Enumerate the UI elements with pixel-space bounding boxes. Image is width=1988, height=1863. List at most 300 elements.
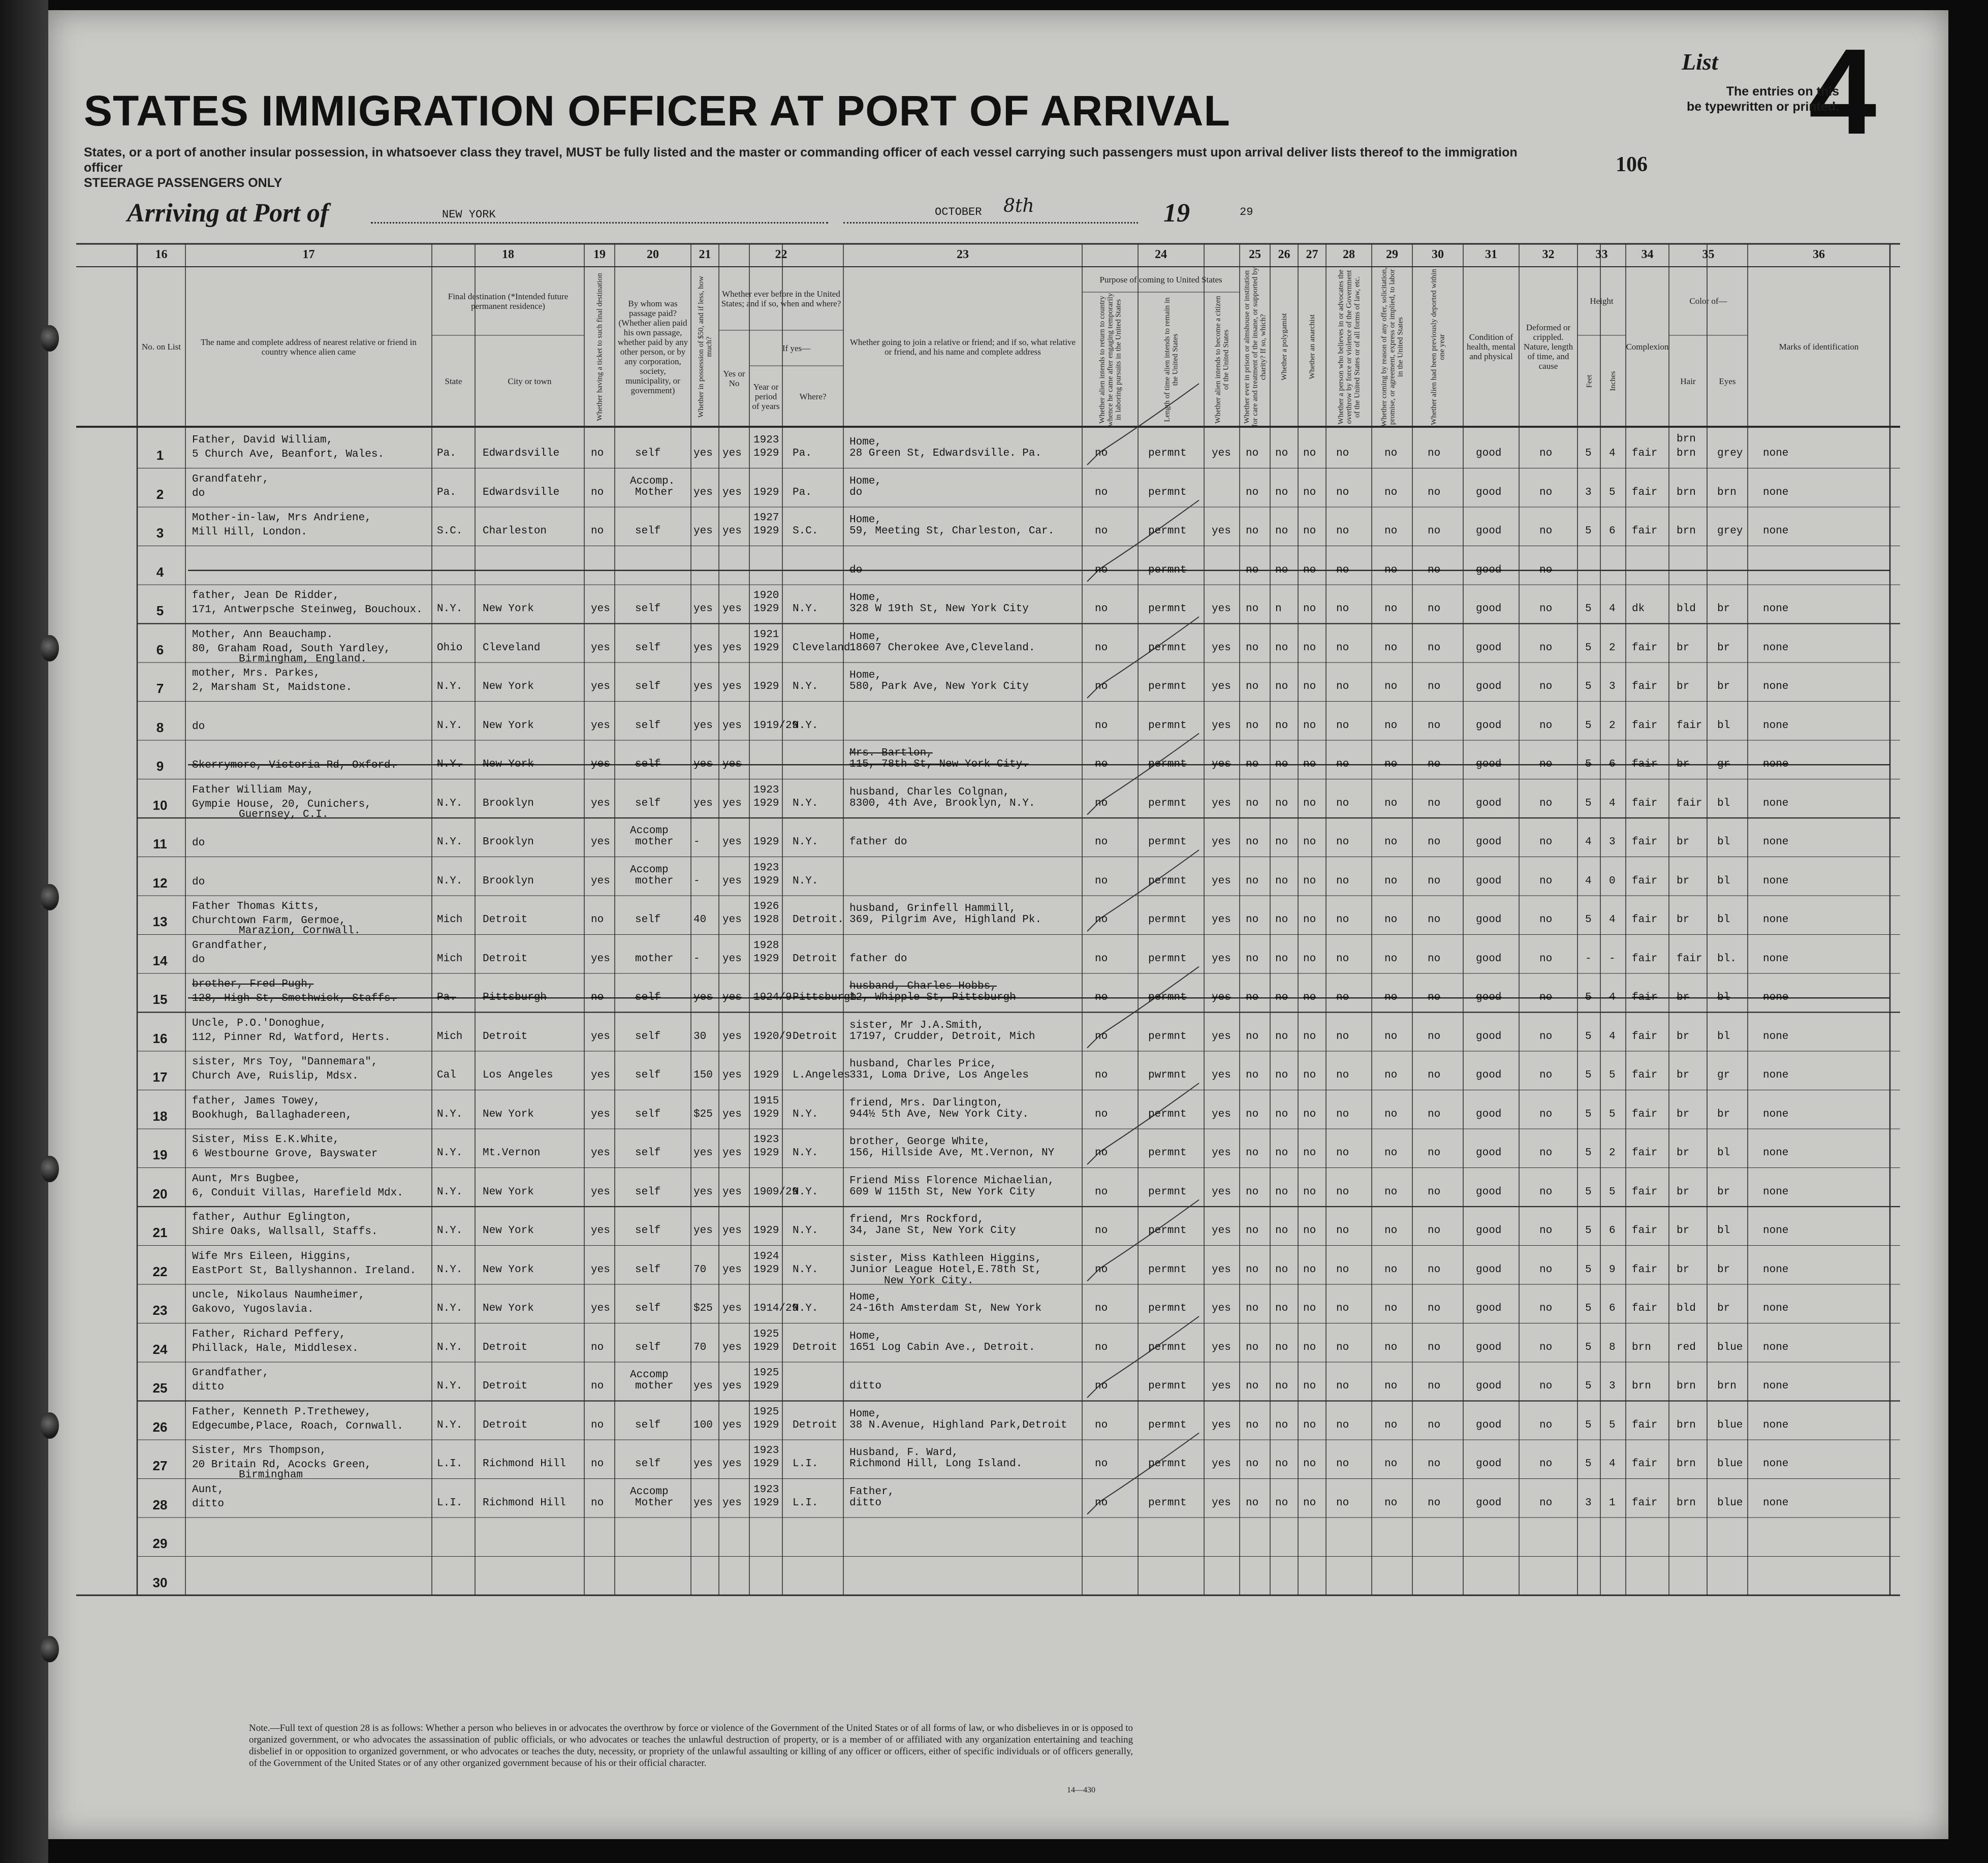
relative-address: 128, High St, Smethwick, Staffs. — [192, 993, 397, 1004]
row-number: 15 — [152, 992, 168, 1007]
join-relation: Home, — [849, 436, 882, 448]
labor-offer: no — [1384, 836, 1398, 848]
return-intent: no — [1095, 1303, 1108, 1315]
overthrow: no — [1336, 1497, 1349, 1509]
deported: no — [1428, 875, 1441, 887]
dest-state: N.Y. — [437, 1380, 463, 1393]
col26-header: Whether a polygamist — [1280, 313, 1288, 381]
col28-header: Whether a person who believes in or advocates the overthrow by force or violence of the Government of the United States or of all forms of law, etc. — [1337, 269, 1361, 424]
health: good — [1476, 603, 1502, 615]
year-last: 1929 — [753, 1458, 779, 1470]
ticket: no — [591, 914, 604, 926]
relative-name: Mother, Ann Beauchamp. — [192, 628, 333, 641]
anarchist: no — [1303, 603, 1316, 615]
labor-offer: no — [1384, 486, 1398, 498]
col16-header: No. on List — [142, 342, 181, 352]
year-first: 1923 — [753, 1483, 779, 1496]
polygamist: no — [1275, 875, 1288, 887]
marks: none — [1763, 797, 1789, 809]
year-last: 1929 — [753, 1419, 779, 1431]
year-last: 1929 — [753, 486, 779, 498]
row-number: 22 — [152, 1264, 168, 1279]
year-first: 1927 — [753, 512, 779, 524]
join-address: do — [849, 486, 863, 498]
height-inches: 3 — [1609, 1380, 1616, 1393]
height-inches: 9 — [1609, 1264, 1616, 1276]
prison: no — [1246, 1458, 1259, 1470]
column-number: 24 — [1155, 248, 1167, 261]
hair: brn — [1677, 1380, 1696, 1393]
return-intent: no — [1095, 914, 1108, 926]
relative-name: father, James Towey, — [192, 1095, 321, 1107]
prison: no — [1246, 1069, 1259, 1082]
prison: no — [1246, 603, 1259, 615]
polygamist: n — [1275, 603, 1282, 615]
eyes: bl — [1717, 1147, 1730, 1159]
relative-name: Sister, Miss E.K.White, — [192, 1134, 339, 1146]
ticket: yes — [591, 1147, 610, 1159]
overthrow: no — [1336, 797, 1349, 809]
overthrow: no — [1336, 1030, 1349, 1043]
where: L.I. — [793, 1497, 818, 1509]
dest-city: Edwardsville — [483, 486, 560, 498]
length-of-stay: permnt — [1148, 1264, 1187, 1276]
dest-city: New York — [483, 1108, 534, 1120]
deported: no — [1428, 836, 1441, 848]
return-intent: no — [1095, 564, 1108, 576]
paid-by: self — [635, 1225, 661, 1237]
complexion: fair — [1632, 1108, 1658, 1120]
return-intent: no — [1095, 719, 1108, 732]
polygamist: no — [1275, 1186, 1288, 1198]
deformed: no — [1539, 1380, 1553, 1393]
marks: none — [1763, 953, 1789, 965]
relative-address: 171, Antwerpsche Steinweg, Bouchoux. — [192, 604, 423, 616]
column-number: 33 — [1595, 248, 1608, 261]
marks: none — [1763, 719, 1789, 732]
polygamist: no — [1275, 448, 1288, 460]
dest-city: Detroit — [483, 914, 528, 926]
health: good — [1476, 914, 1502, 926]
relative-name: Grandfather, — [192, 939, 269, 952]
column-number: 16 — [155, 248, 168, 261]
deformed: no — [1539, 525, 1553, 538]
col30-header: Whether alien had been previously deported within one year — [1430, 268, 1446, 425]
height-feet: 5 — [1585, 1380, 1592, 1393]
polygamist: no — [1275, 1225, 1288, 1237]
ticket: yes — [591, 719, 610, 732]
health: good — [1476, 642, 1502, 654]
ticket: no — [591, 1497, 604, 1509]
join-address: 156, Hillside Ave, Mt.Vernon, NY — [849, 1147, 1055, 1159]
citizen-intent: yes — [1212, 719, 1231, 732]
height-inches: 4 — [1609, 1458, 1616, 1470]
column-number: 23 — [957, 248, 969, 261]
anarchist: no — [1303, 797, 1316, 809]
join-relation: Friend Miss Florence Michaelian, — [849, 1175, 1055, 1187]
join-address: 328 W 19th St, New York City — [849, 603, 1029, 615]
height-feet: 5 — [1585, 1419, 1592, 1431]
hair: fair — [1677, 797, 1702, 809]
money: 70 — [693, 1341, 707, 1353]
length-of-stay: permnt — [1148, 1497, 1187, 1509]
deported: no — [1428, 603, 1441, 615]
where: L.I. — [793, 1458, 818, 1470]
polygamist: no — [1275, 1108, 1288, 1120]
row-number: 9 — [156, 759, 164, 774]
deformed: no — [1539, 1303, 1553, 1315]
hair: br — [1677, 836, 1690, 848]
deformed: no — [1539, 1419, 1553, 1431]
year-first: 1925 — [753, 1367, 779, 1379]
return-intent: no — [1095, 1341, 1108, 1353]
where: N.Y. — [793, 1147, 818, 1159]
height-feet: - — [1585, 953, 1592, 965]
health: good — [1476, 1147, 1502, 1159]
ticket: yes — [591, 681, 610, 693]
ticket: yes — [591, 1069, 610, 1082]
polygamist: no — [1275, 797, 1288, 809]
paid-by: mother — [635, 836, 674, 848]
year-first: 1923 — [753, 862, 779, 874]
binding-edge — [0, 0, 48, 1863]
citizen-intent: yes — [1212, 836, 1231, 848]
join-relation: husband, Charles Colgnan, — [849, 786, 1010, 798]
return-intent: no — [1095, 1186, 1108, 1198]
dest-state: Pa. — [437, 486, 456, 498]
paid-by: self — [635, 1419, 661, 1431]
anarchist: no — [1303, 486, 1316, 498]
column-number: 21 — [699, 248, 711, 261]
join-relation: husband, Charles Price, — [849, 1058, 997, 1070]
paid-by: self — [635, 759, 661, 771]
complexion: fair — [1632, 914, 1658, 926]
join-relation: sister, Mr J.A.Smith, — [849, 1019, 984, 1031]
polygamist: no — [1275, 642, 1288, 654]
year-last: 1929 — [753, 1069, 779, 1082]
citizen-intent: yes — [1212, 1069, 1231, 1082]
deformed: no — [1539, 836, 1553, 848]
marks: none — [1763, 992, 1789, 1004]
paid-by: self — [635, 992, 661, 1004]
join-relation: brother, George White, — [849, 1136, 991, 1148]
labor-offer: no — [1384, 681, 1398, 693]
citizen-intent: yes — [1212, 1108, 1231, 1120]
deformed: no — [1539, 875, 1553, 887]
overthrow: no — [1336, 875, 1349, 887]
length-of-stay: pwrmnt — [1148, 1069, 1187, 1082]
marks: none — [1763, 1030, 1789, 1043]
paid-by: self — [635, 1147, 661, 1159]
length-of-stay: permnt — [1148, 719, 1187, 732]
labor-offer: no — [1384, 1147, 1398, 1159]
polygamist: no — [1275, 1069, 1288, 1082]
height-inches: - — [1609, 953, 1616, 965]
dest-state: N.Y. — [437, 719, 463, 732]
join-address: 331, Loma Drive, Los Angeles — [849, 1069, 1029, 1082]
deported: no — [1428, 797, 1441, 809]
dest-city: New York — [483, 1264, 534, 1276]
paid-by: self — [635, 1186, 661, 1198]
labor-offer: no — [1384, 875, 1398, 887]
height-feet: 5 — [1585, 681, 1592, 693]
health: good — [1476, 1303, 1502, 1315]
height-inches: 4 — [1609, 914, 1616, 926]
col18-header: Final destination (*Intended future permanent residence) — [448, 291, 569, 311]
labor-offer: no — [1384, 1341, 1398, 1353]
relative-name: sister, Mrs Toy, "Dannemara", — [192, 1056, 378, 1068]
money: yes — [693, 992, 713, 1004]
col22-ifyes-header: If yes— — [782, 343, 811, 353]
eyes: grey — [1717, 525, 1743, 538]
hair-note: brn — [1677, 433, 1696, 445]
prison: no — [1246, 1497, 1259, 1509]
year-first: 1923 — [753, 784, 779, 796]
ticket: no — [591, 992, 604, 1004]
length-of-stay: permnt — [1148, 759, 1187, 771]
row-number: 5 — [156, 603, 164, 619]
year-first: 1915 — [753, 1095, 779, 1107]
before-in-us: yes — [722, 759, 742, 771]
health: good — [1476, 759, 1502, 771]
anarchist: no — [1303, 564, 1316, 576]
where: N.Y. — [793, 875, 818, 887]
citizen-intent: yes — [1212, 681, 1231, 693]
length-of-stay: permnt — [1148, 1147, 1187, 1159]
return-intent: no — [1095, 1497, 1108, 1509]
ticket: yes — [591, 1108, 610, 1120]
labor-offer: no — [1384, 1380, 1398, 1393]
deformed: no — [1539, 448, 1553, 460]
relative-address: Mill Hill, London. — [192, 526, 307, 538]
paid-by: self — [635, 603, 661, 615]
where: N.Y. — [793, 681, 818, 693]
prison: no — [1246, 448, 1259, 460]
health: good — [1476, 1497, 1502, 1509]
deformed: no — [1539, 1030, 1553, 1043]
year-first: 1923 — [753, 1445, 779, 1457]
height-feet: 5 — [1585, 1264, 1592, 1276]
prison: no — [1246, 1030, 1259, 1043]
relative-name: brother, Fred Pugh, — [192, 978, 314, 990]
punch-hole — [41, 325, 59, 352]
complexion: fair — [1632, 1186, 1658, 1198]
hair: br — [1677, 681, 1690, 693]
anarchist: no — [1303, 992, 1316, 1004]
overthrow: no — [1336, 642, 1349, 654]
column-number: 34 — [1641, 248, 1654, 261]
row-number: 21 — [152, 1225, 168, 1241]
overthrow: no — [1336, 1225, 1349, 1237]
dest-city: Edwardsville — [483, 448, 560, 460]
join-address: 944½ 5th Ave, New York City. — [849, 1108, 1029, 1120]
marks: none — [1763, 1225, 1789, 1237]
polygamist: no — [1275, 1264, 1288, 1276]
money: 70 — [693, 1264, 707, 1276]
dest-city: New York — [483, 681, 534, 693]
eyes: blue — [1717, 1341, 1743, 1353]
citizen-intent: yes — [1212, 914, 1231, 926]
before-in-us: yes — [722, 1225, 742, 1237]
money: $25 — [693, 1303, 713, 1315]
complexion: fair — [1632, 448, 1658, 460]
citizen-intent: yes — [1212, 1497, 1231, 1509]
complexion: fair — [1632, 1303, 1658, 1315]
deported: no — [1428, 953, 1441, 965]
height-inches: 4 — [1609, 603, 1616, 615]
ticket: yes — [591, 1030, 610, 1043]
prison: no — [1246, 759, 1259, 771]
hair: br — [1677, 914, 1690, 926]
complexion: fair — [1632, 719, 1658, 732]
col35-eyes-header: Eyes — [1719, 376, 1736, 386]
eyes: gr — [1717, 1069, 1730, 1082]
where: N.Y. — [793, 719, 818, 732]
prison: no — [1246, 1419, 1259, 1431]
citizen-intent: yes — [1212, 1303, 1231, 1315]
relative-address: Gakovo, Yugoslavia. — [192, 1304, 314, 1315]
height-feet: 3 — [1585, 486, 1592, 498]
return-intent: no — [1095, 1419, 1108, 1431]
before-in-us: yes — [722, 681, 742, 693]
join-relation: Husband, F. Ward, — [849, 1447, 959, 1459]
dest-state: N.Y. — [437, 1186, 463, 1198]
year-last: 1929 — [753, 681, 779, 693]
height-feet: 4 — [1585, 875, 1592, 887]
deported: no — [1428, 1341, 1441, 1353]
column-number: 30 — [1432, 248, 1444, 261]
relative-address: ditto — [192, 1381, 225, 1393]
row-number: 30 — [152, 1574, 168, 1590]
health: good — [1476, 525, 1502, 538]
dest-state: N.Y. — [437, 797, 463, 809]
deported: no — [1428, 1419, 1441, 1431]
return-intent: no — [1095, 759, 1108, 771]
money: yes — [693, 797, 713, 809]
deported: no — [1428, 759, 1441, 771]
relative-name: Father Thomas Kitts, — [192, 901, 321, 912]
column-number: 25 — [1249, 248, 1261, 261]
entries-note-line-1: The entries on this — [1726, 84, 1839, 99]
labor-offer: no — [1384, 1069, 1398, 1082]
join-relation: Mrs. Bartlon, — [849, 747, 933, 759]
ticket: yes — [591, 1264, 610, 1276]
polygamist: no — [1275, 992, 1288, 1004]
col24-a-header: Whether alien intends to return to country whence he came after engaging temporarily in laboring pursuits in the United States — [1098, 293, 1122, 426]
prison: no — [1246, 1264, 1259, 1276]
citizen-intent: yes — [1212, 1341, 1231, 1353]
before-in-us: yes — [722, 719, 742, 732]
deported: no — [1428, 1264, 1441, 1276]
complexion: fair — [1632, 992, 1658, 1004]
before-in-us: yes — [722, 1341, 742, 1353]
row-number: 19 — [152, 1147, 168, 1163]
overthrow: no — [1336, 448, 1349, 460]
punch-hole — [41, 1156, 59, 1182]
row-number: 11 — [153, 836, 167, 852]
complexion: fair — [1632, 836, 1658, 848]
dest-state: Mich — [437, 914, 463, 926]
deported: no — [1428, 719, 1441, 732]
col33-feet-header: Feet — [1585, 374, 1593, 388]
year-last: 1929 — [753, 1380, 779, 1393]
eyes: br — [1717, 1303, 1730, 1315]
row-number: 12 — [152, 875, 168, 891]
before-in-us: yes — [722, 1108, 742, 1120]
entries-note — [1646, 84, 1839, 114]
labor-offer: no — [1384, 1458, 1398, 1470]
citizen-intent: yes — [1212, 992, 1231, 1004]
polygamist: no — [1275, 1419, 1288, 1431]
polygamist: no — [1275, 1341, 1288, 1353]
marks: none — [1763, 1108, 1789, 1120]
relative-name: Grandfather, — [192, 1367, 269, 1379]
year-last: 1929 — [753, 953, 779, 965]
deported: no — [1428, 681, 1441, 693]
paid-by: self — [635, 914, 661, 926]
length-of-stay: permnt — [1148, 875, 1187, 887]
polygamist: no — [1275, 719, 1288, 732]
overthrow: no — [1336, 1147, 1349, 1159]
citizen-intent: yes — [1212, 797, 1231, 809]
dest-state: N.Y. — [437, 1341, 463, 1353]
column-number: 35 — [1702, 248, 1715, 261]
marks: none — [1763, 836, 1789, 848]
deported: no — [1428, 1458, 1441, 1470]
citizen-intent: yes — [1212, 1147, 1231, 1159]
hair: bld — [1677, 1303, 1696, 1315]
polygamist: no — [1275, 1497, 1288, 1509]
return-intent: no — [1095, 1069, 1108, 1082]
hair: brn — [1677, 1497, 1696, 1509]
health: good — [1476, 564, 1502, 576]
anarchist: no — [1303, 642, 1316, 654]
overthrow: no — [1336, 486, 1349, 498]
hair: br — [1677, 1030, 1690, 1043]
dest-state: N.Y. — [437, 1264, 463, 1276]
marks: none — [1763, 1303, 1789, 1315]
health: good — [1476, 1458, 1502, 1470]
where: Pa. — [793, 448, 812, 460]
join-address-cont: New York City. — [884, 1275, 974, 1287]
anarchist: no — [1303, 759, 1316, 771]
year-last: 1919/29 — [753, 719, 799, 732]
ticket: yes — [591, 1186, 610, 1198]
column-number: 20 — [647, 248, 659, 261]
where: Pa. — [793, 486, 812, 498]
labor-offer: no — [1384, 797, 1398, 809]
height-feet: 5 — [1585, 759, 1592, 771]
col22-year-header: Year or period of years — [752, 382, 780, 411]
anarchist: no — [1303, 681, 1316, 693]
citizen-intent: yes — [1212, 1458, 1231, 1470]
deformed: no — [1539, 1225, 1553, 1237]
labor-offer: no — [1384, 992, 1398, 1004]
join-address: Richmond Hill, Long Island. — [849, 1458, 1023, 1470]
return-intent: no — [1095, 448, 1108, 460]
money: yes — [693, 1147, 713, 1159]
return-intent: no — [1095, 1264, 1108, 1276]
labor-offer: no — [1384, 914, 1398, 926]
relative-name: Father William May, — [192, 784, 314, 796]
eyes: bl — [1717, 719, 1730, 732]
polygamist: no — [1275, 953, 1288, 965]
footnote: Note.—Full text of question 28 is as follows: Whether a person who believes in or advocates the overthrow by force or violence of the Government of the United States or of all forms of law, or who disbelieves in or is opposed to organized government, or who advocates the assassination of public officials, or who advocates or teaches the unlawful destruction of property, or is a member of or affiliated with any organization entertaining and teaching disbelief in or opposition to organized government, or who advocates or teaches the duty, necessity, or propriety of the unlawful assaulting or killing of any officer or officers, either of specific individuals or of officers generally, of the Government of the United States or of any other organized government because of his or their official character. — [249, 1723, 1133, 1769]
instructions-text: States, or a port of another insular possession, in whatsoever class they travel, MUST be fully listed and the master or commanding officer of each vessel carrying such passengers must upon arrival deliver lists thereof to the immigration officer — [84, 145, 1518, 175]
col35-header: Color of— — [1689, 296, 1727, 306]
before-in-us: yes — [722, 992, 742, 1004]
paid-by: self — [635, 1458, 661, 1470]
